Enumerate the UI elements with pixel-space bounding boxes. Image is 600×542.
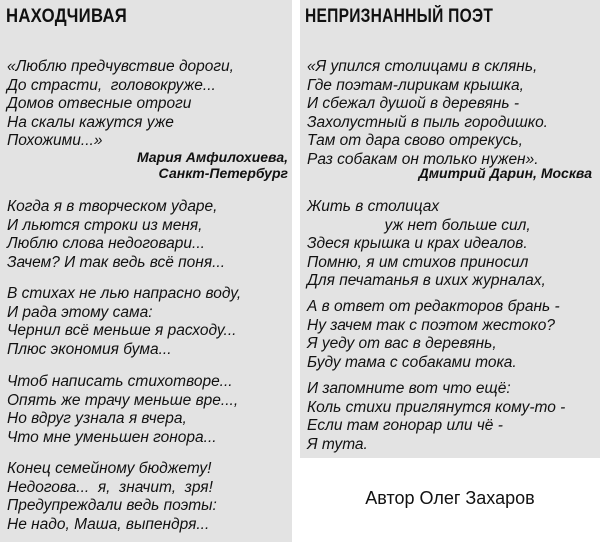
verse-line: Недогова... я, значит, зря! [7, 478, 213, 496]
left-poem-column [0, 0, 292, 542]
right-poem-title: НЕПРИЗНАННЫЙ ПОЭТ [305, 6, 494, 27]
left-stanza [7, 198, 225, 272]
verse-line: Коль стихи приглянутся кому-то - [307, 398, 566, 416]
verse-line: Для печатанья в ихих журналах, [307, 272, 546, 290]
epigraph-line: Там от дара свово отрекусь, [307, 132, 523, 150]
author-credit-box [300, 458, 600, 542]
epigraph-line: И сбежал душой в деревянь - [307, 95, 520, 113]
verse-line: Здеся крышка и крах идеалов. [307, 235, 528, 253]
epigraph-line: Похожими...» [7, 132, 103, 150]
verse-line: Но вдруг узнала я вчера, [7, 410, 187, 428]
verse-line: Конец семейному бюджету! [7, 460, 212, 477]
verse-line: Если там гонорар или чё - [307, 417, 503, 435]
left-epigraph-author: Мария Амфилохиева, [136, 149, 288, 165]
verse-line: Я тута. [307, 435, 368, 453]
left-epigraph-place: Санкт-Петербург [158, 165, 288, 181]
right-epigraph-author: Дмитрий Дарин, Москва [418, 165, 592, 181]
right-epigraph [307, 58, 548, 170]
verse-line: Предупреждали ведь поэты: [7, 497, 217, 515]
verse-line: Чтоб написать стихотворе... [7, 373, 233, 390]
verse-line: Опять же трачу меньше вре..., [7, 391, 239, 409]
verse-line: Буду тама с собаками тока. [307, 353, 517, 371]
verse-line: Ну зачем так с поэтом жестоко? [307, 316, 555, 334]
verse-line: Зачем? И так ведь всё поня... [7, 253, 226, 271]
epigraph-line: Где поэтам-лирикам крышка, [307, 76, 524, 94]
verse-line: И запомните вот что ещё: [307, 380, 511, 397]
epigraph-line: Раз собакам он только нужен». [307, 150, 539, 168]
left-stanza [7, 373, 238, 447]
right-stanza [307, 380, 565, 454]
verse-line: И льются строки из меня, [7, 216, 203, 234]
author-credit: Автор Олег Захаров [365, 488, 535, 508]
verse-line: Не надо, Маша, выпендря... [7, 515, 210, 533]
left-stanza [7, 285, 241, 359]
epigraph-line: «Я упился столицами в склянь, [307, 58, 538, 75]
epigraph-line: До страсти, головокруже... [7, 76, 216, 94]
left-poem-title: НАХОДЧИВАЯ [6, 6, 128, 27]
verse-line: Когда я в творческом ударе, [7, 198, 218, 215]
verse-line: Что мне уменьшен гонора... [7, 428, 217, 446]
verse-line: Плюс экономия бума... [7, 340, 172, 358]
epigraph-line: Захолустный в пыль городишко. [307, 113, 548, 131]
verse-line: В стихах не лью напрасно воду, [7, 285, 242, 302]
verse-line: Чернил всё меньше я расходу... [7, 322, 237, 340]
verse-line: Люблю слова недоговари... [7, 235, 205, 253]
verse-line: А в ответ от редакторов брань - [307, 298, 560, 315]
right-stanza [307, 298, 560, 372]
epigraph-line: «Люблю предчувствие дороги, [7, 58, 234, 75]
right-stanza [307, 198, 546, 291]
epigraph-line: На скалы кажутся уже [7, 113, 174, 131]
verse-line: Помню, я им стихов приносил [307, 253, 529, 271]
left-epigraph [7, 58, 234, 151]
verse-line: Жить в столицах [307, 198, 440, 215]
verse-line: уж нет больше сил, [307, 216, 531, 234]
verse-line: Я уеду от вас в деревянь, [307, 335, 497, 353]
epigraph-line: Домов отвесные отроги [7, 95, 192, 113]
verse-line: И рада этому сама: [7, 303, 153, 321]
left-stanza [7, 460, 217, 534]
